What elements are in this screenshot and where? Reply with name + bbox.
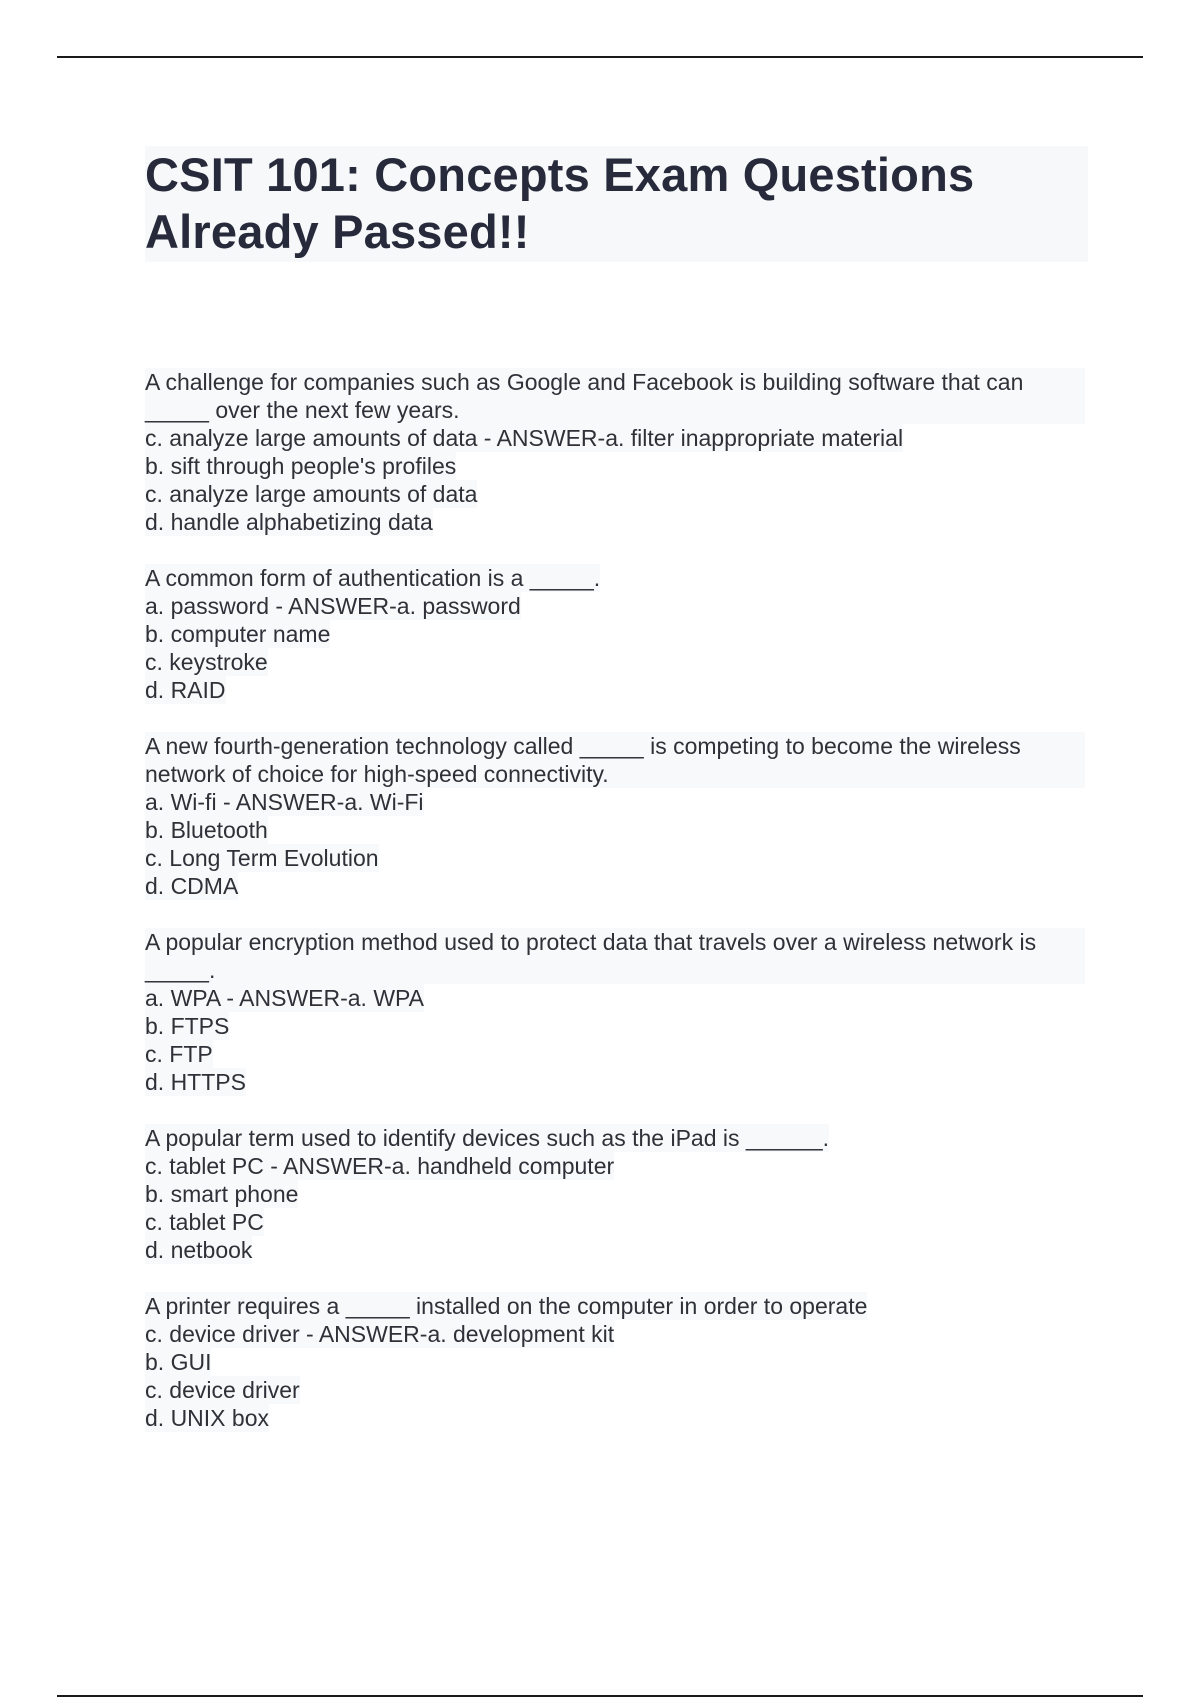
option-line [145,1348,1085,1376]
question-prompt-text: A printer requires a _____ installed on the computer in order to operate [145,1293,868,1319]
answer-line-text: c. device driver - ANSWER-a. development kit [145,1321,615,1347]
option-text: b. FTPS [145,1013,230,1039]
question-prompt [145,1124,1085,1152]
question-prompt: A popular encryption method used to protect data that travels over a wireless network is _____. [145,928,1085,984]
option-text: b. sift through people's profiles [145,453,457,479]
question-3 [145,732,1085,900]
option-line [145,620,1085,648]
option-text: c. FTP [145,1041,213,1067]
question-prompt: A challenge for companies such as Google and Facebook is building software that can _____ over the next few years. [145,368,1085,424]
question-5 [145,1124,1085,1264]
bottom-rule [57,1695,1143,1697]
option-line [145,1012,1085,1040]
question-prompt-text: A popular term used to identify devices such as the iPad is ______. [145,1125,830,1151]
option-text: d. netbook [145,1237,253,1263]
option-text: d. HTTPS [145,1069,246,1095]
option-line [145,816,1085,844]
option-text: d. handle alphabetizing data [145,509,433,535]
option-line [145,1208,1085,1236]
option-line [145,508,1085,536]
option-text: c. tablet PC [145,1209,264,1235]
answer-line-text: c. analyze large amounts of data - ANSWER-a. filter inappropriate material [145,425,904,451]
answer-line [145,1320,1085,1348]
page-title: CSIT 101: Concepts Exam Questions Already Passed!! [145,148,975,258]
answer-line-text: c. tablet PC - ANSWER-a. handheld computer [145,1153,615,1179]
question-prompt-text: A common form of authentication is a _____. [145,565,601,591]
option-line [145,872,1085,900]
title-block [145,146,1088,262]
question-6 [145,1292,1085,1432]
answer-line [145,424,1085,452]
answer-line-text: a. password - ANSWER-a. password [145,593,521,619]
answer-line-text: a. Wi-fi - ANSWER-a. Wi-Fi [145,789,424,815]
option-text: c. Long Term Evolution [145,845,379,871]
question-4 [145,928,1085,1096]
option-text: d. UNIX box [145,1405,269,1431]
option-text: b. GUI [145,1349,212,1375]
option-line [145,1180,1085,1208]
answer-line [145,788,1085,816]
answer-line [145,592,1085,620]
option-line [145,676,1085,704]
option-line [145,1376,1085,1404]
option-text: c. keystroke [145,649,268,675]
option-text: b. smart phone [145,1181,299,1207]
option-text: c. analyze large amounts of data [145,481,478,507]
option-text: b. computer name [145,621,331,647]
answer-line [145,984,1085,1012]
answer-line-text: a. WPA - ANSWER-a. WPA [145,985,425,1011]
question-prompt [145,1292,1085,1320]
option-line [145,844,1085,872]
answer-line [145,1152,1085,1180]
option-text: c. device driver [145,1377,300,1403]
question-1 [145,368,1085,536]
option-line [145,648,1085,676]
option-line [145,1068,1085,1096]
question-prompt: A new fourth-generation technology called _____ is competing to become the wireless network of choice for high-speed connectivity. [145,732,1085,788]
question-list [145,368,1085,1460]
option-line [145,480,1085,508]
question-2 [145,564,1085,704]
option-line [145,1404,1085,1432]
question-prompt [145,564,1085,592]
option-line [145,1040,1085,1068]
option-text: d. CDMA [145,873,239,899]
option-text: b. Bluetooth [145,817,268,843]
option-line [145,1236,1085,1264]
top-rule [57,56,1143,58]
option-text: d. RAID [145,677,226,703]
option-line [145,452,1085,480]
